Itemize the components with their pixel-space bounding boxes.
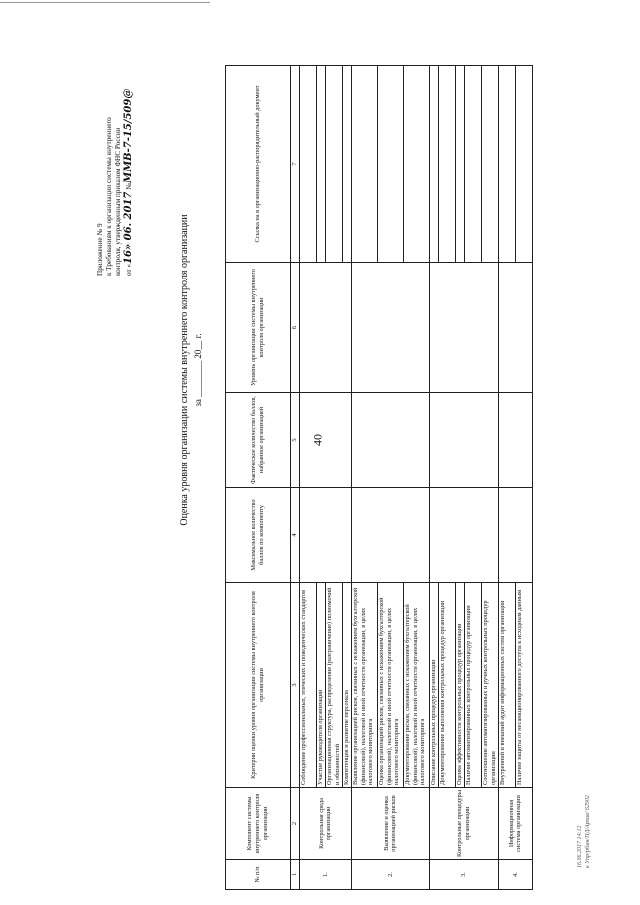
header-max-points: Максимальное количество баллов по компоненту <box>226 488 291 583</box>
criterion-cell: Документирование выполнения контрольных процедур организации <box>438 583 455 788</box>
reference-cell <box>377 66 403 263</box>
reference-cell <box>299 66 316 263</box>
criterion-cell: Наличие автоматизированных контрольных процедур организации <box>464 583 481 788</box>
level-cell <box>498 263 532 393</box>
annex-number-prefix: № <box>125 182 133 190</box>
table-row <box>429 66 438 890</box>
header-component: Компонент системы внутреннего контроля организации <box>226 788 291 860</box>
level-cell <box>429 263 498 393</box>
annex-number-signature: ММВ-7-15/509@ <box>123 88 134 183</box>
reference-cell <box>351 66 377 263</box>
component-cell: Контрольные процедуры организации <box>429 788 498 860</box>
header-actual-points: Фактическое количество баллов, набранное организацией <box>226 393 291 488</box>
col-number: 3 <box>291 583 300 788</box>
reference-cell <box>342 66 351 263</box>
print-stamp <box>577 728 593 868</box>
stamp-line-2: к Упр/рбмн/ПД/Архив/ 62902 <box>584 795 591 868</box>
annex-line-3: контроля, утвержденным приказом ФНС России <box>114 127 122 276</box>
row-number: 1. <box>299 860 351 890</box>
assessment-table <box>225 65 533 890</box>
header-reference: Ссылка на в организационно-распорядительный документ <box>226 66 291 263</box>
criterion-cell: Участие руководителя организации <box>316 583 325 788</box>
criterion-cell: Соблюдение профессиональных, этических и поведенческих стандартов <box>299 583 316 788</box>
level-cell <box>351 263 429 393</box>
criterion-cell: Компетенция и развитие персонала <box>342 583 351 788</box>
top-divider <box>0 2 210 3</box>
table-row <box>351 66 377 890</box>
max-points-cell <box>299 488 351 583</box>
reference-cell <box>325 66 342 263</box>
page-number: 40 <box>310 434 325 446</box>
reference-cell <box>316 66 325 263</box>
level-cell <box>299 263 351 393</box>
row-number: 4. <box>498 860 532 890</box>
reference-cell <box>515 66 532 263</box>
actual-points-cell <box>429 393 498 488</box>
annex-date-prefix: от « <box>125 263 133 276</box>
annex-header <box>96 36 136 276</box>
row-number: 3. <box>429 860 498 890</box>
assessment-table-container <box>225 66 615 890</box>
annex-line-4 <box>123 36 136 276</box>
actual-points-cell <box>299 393 351 488</box>
criterion-cell: Оценка эффективности контрольных процедур организации <box>455 583 464 788</box>
criterion-cell: Наличие защиты от несанкционированного доступа к исходным данным <box>515 583 532 788</box>
table-row <box>299 66 316 890</box>
criterion-cell: Организационная структура, распределение (разграничение) полномочий и обязанностей <box>325 583 342 788</box>
col-number: 7 <box>291 66 300 263</box>
reference-cell <box>481 66 498 263</box>
max-points-cell <box>429 488 498 583</box>
reference-cell <box>464 66 481 263</box>
criterion-cell: Внутренний и внешний аудит информационных систем организации <box>498 583 515 788</box>
reference-cell <box>429 66 438 263</box>
max-points-cell <box>498 488 532 583</box>
component-cell: Информационная система организации <box>498 788 532 860</box>
stamp-line-1: 16.06.2017 14:12 <box>577 825 583 868</box>
table-header-row <box>226 66 291 890</box>
component-cell: Выявление и оценка организацией рисков <box>351 788 429 860</box>
criterion-cell: Документирование рисков, связанных с искажением бухгалтерской (финансовой), налоговой и иной отчетности организации, в целях налогового мониторинга <box>403 583 429 788</box>
header-level: Уровень организации системы внутреннего контроля организации <box>226 263 291 393</box>
criterion-cell: Выявление организацией рисков, связанных с искажением бухгалтерской (финансовой), налоговой и иной отчетности организации, в целях налогового мониторинга <box>351 583 377 788</box>
col-number: 6 <box>291 263 300 393</box>
table-row <box>498 66 515 890</box>
criterion-cell: Оценка организацией рисков, связанных с искажением бухгалтерской (финансовой), налоговой и иной отчетности организации, в целях налогового мониторинга <box>377 583 403 788</box>
annex-line-1: Приложение № 9 <box>96 223 104 276</box>
col-number: 4 <box>291 488 300 583</box>
reference-cell <box>403 66 429 263</box>
component-cell: Контрольная среда организации <box>299 788 351 860</box>
title-main: Оценка уровня организации системы внутреннего контроля организации <box>179 214 190 526</box>
actual-points-cell <box>351 393 429 488</box>
title-period: за ________ 20__ г. <box>193 333 203 407</box>
reference-cell <box>438 66 455 263</box>
annex-line-2: к Требованиям к организации системы внутреннего <box>105 117 113 276</box>
col-number: 2 <box>291 788 300 860</box>
max-points-cell <box>351 488 429 583</box>
criterion-cell: Описание контрольных процедур организации <box>429 583 438 788</box>
reference-cell <box>498 66 515 263</box>
col-number: 5 <box>291 393 300 488</box>
header-num: № п/п <box>226 860 291 890</box>
actual-points-cell <box>498 393 532 488</box>
table-column-numbers <box>291 66 300 890</box>
document-title <box>178 110 205 630</box>
header-criteria: Критерии оценки уровня организации системы внутреннего контроля организации <box>226 583 291 788</box>
criterion-cell: Соотношение автоматизированных и ручных контрольных процедур организации <box>481 583 498 788</box>
annex-date-signature: 16» 06. 2017 <box>123 191 134 264</box>
col-number: 1 <box>291 860 300 890</box>
row-number: 2. <box>351 860 429 890</box>
reference-cell <box>455 66 464 263</box>
